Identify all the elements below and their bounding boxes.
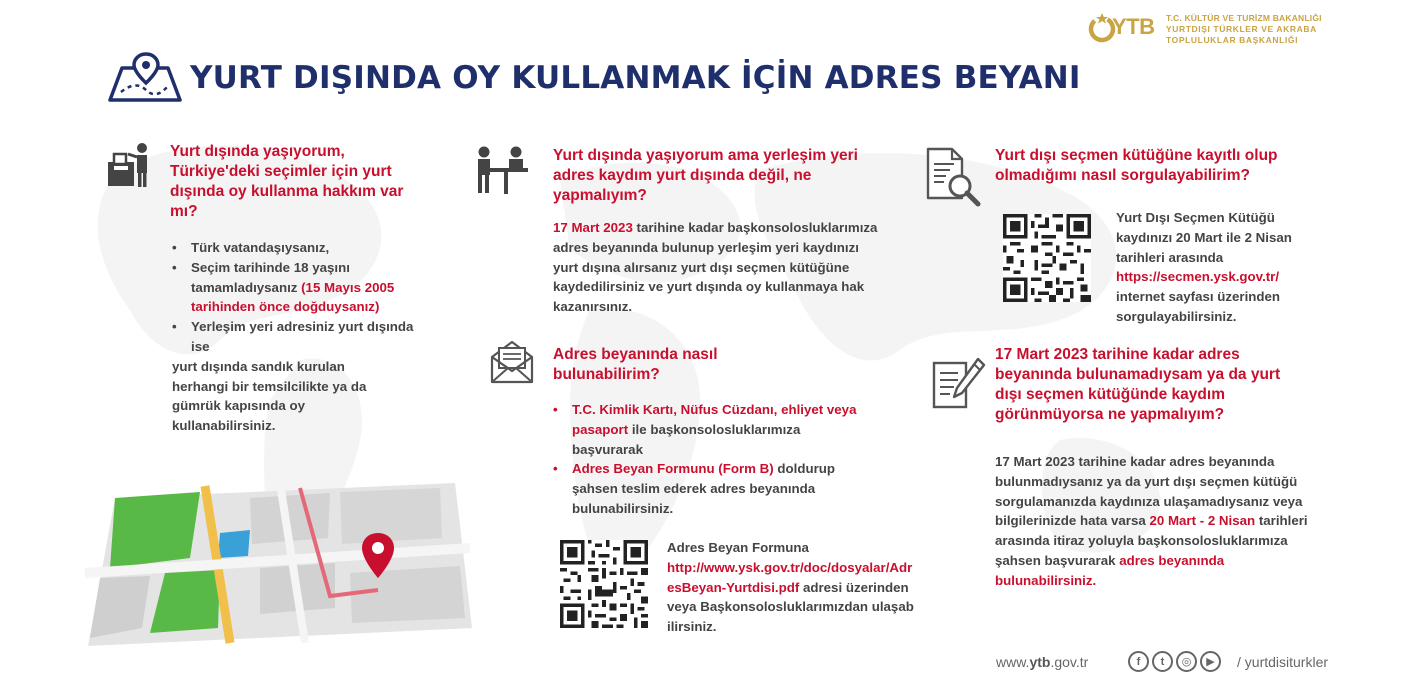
list-item: • Adres Beyan Formunu (Form B) doldurup şahsen teslim ederek adres beyanında bulunabilirsiniz.	[553, 459, 873, 518]
social-handle: / yurtdisiturkler	[1237, 654, 1329, 670]
qr-code-icon	[560, 540, 648, 628]
secmen-ysk-link[interactable]: https://secmen.ysk.gov.tr/	[1116, 269, 1280, 285]
list-item: • Seçim tarihinde 18 yaşını tamamladıysanız (15 Mayıs 2005 tarihinden önce doğduysanız)	[172, 258, 422, 317]
list-item: • Yerleşim yeri adresiniz yurt dışında ise	[172, 317, 422, 357]
col2-question2-title: Adres beyanında nasıl bulunabilirim?	[553, 346, 718, 383]
col3-q1-body: Yurt Dışı Seçmen Kütüğü kaydınızı 20 Mart ile 2 Nisan tarihleri arasında https://secmen.ysk.gov.tr/ internet sayfası üzerinden sorgulayabilirsiniz.	[1116, 210, 1292, 324]
col1-question-title: Yurt dışında yaşıyorum, Türkiye'deki seçimler için yurt dışında oy kullanma hakkım var mı?	[170, 143, 404, 220]
meeting-icon	[472, 144, 530, 198]
youtube-icon[interactable]: ▶	[1200, 651, 1221, 672]
map-illustration	[80, 478, 475, 650]
col1-tail-text: yurt dışında sandık kurulan herhangi bir temsilcilikte ya da gümrük kapısında oy kullanabilirsiniz.	[172, 358, 367, 434]
footer-website[interactable]: www.ytb.gov.tr	[996, 654, 1089, 670]
col3-question2-title: 17 Mart 2023 tarihine kadar adres beyanında bulunamadıysam ya da yurt dışı seçmen kütüğünde kaydım görünmüyorsa ne yapmalıyım?	[995, 346, 1281, 423]
instagram-icon[interactable]: ◎	[1176, 651, 1197, 672]
qr-code-icon	[1003, 214, 1091, 302]
list-item: • T.C. Kimlik Kartı, Nüfus Cüzdanı, ehliyet veya pasaport ile başkonsolosluklarımıza başvurarak	[553, 400, 873, 459]
adres-beyan-form-link[interactable]: http://www.ysk.gov.tr/doc/dosyalar/AdresBeyan-Yurtdisi.pdf	[667, 559, 913, 595]
col2-qr-text: Adres Beyan Formuna http://www.ysk.gov.tr/doc/dosyalar/AdresBeyan-Yurtdisi.pdf adresi üzerinden veya Başkonsolosluklarımızdan ulaşabilirsiniz.	[667, 540, 914, 635]
page-title: YURT DIŞINDA OY KULLANMAK İÇİN ADRES BEYANI	[190, 60, 1081, 96]
col1-body	[172, 238, 422, 436]
col2-question1-title: Yurt dışında yaşıyorum ama yerleşim yeri adres kaydım yurt dışında değil, ne yapmalıyım?	[553, 147, 858, 204]
logo-ytb-text: YTB	[1112, 14, 1155, 39]
list-item: • Türk vatandaşıysanız,	[172, 238, 422, 258]
facebook-icon[interactable]: f	[1128, 651, 1149, 672]
social-links	[1128, 651, 1221, 672]
map-pin-icon	[106, 52, 184, 104]
col2-q1-body: 17 Mart 2023 tarihine kadar başkonsolosluklarımıza adres beyanında bulunup yerleşim yeri kaydınızı yurt dışına alırsanız yurt dışı seçmen kütüğüne kaydedilirsiniz ve yurt dışında oy kullanmaya hak kazanırsınız.	[553, 220, 878, 315]
envelope-icon	[489, 339, 535, 385]
search-document-icon	[924, 146, 982, 208]
col2-q2-body	[553, 400, 873, 519]
voting-icon	[106, 140, 150, 190]
ministry-name: T.C. KÜLTÜR VE TURİZM BAKANLIĞI YURTDIŞI TÜRKLER VE AKRABA TOPLULUKLAR BAŞKANLIĞI	[1166, 13, 1322, 45]
edit-document-icon	[930, 355, 988, 411]
col3-question1-title: Yurt dışı seçmen kütüğüne kayıtlı olup olmadığımı nasıl sorgulayabilirim?	[995, 147, 1278, 184]
col3-q2-body: 17 Mart 2023 tarihine kadar adres beyanında bulunmadıysanız ya da yurt dışı seçmen kütüğü sorgulamanızda kaydınıza ulaşamadıysanız veya bilgilerinizde hata varsa 20 Mart - 2 Nisan tarihleri arasında itiraz yoluyla başkonsolosluklarımıza şahsen başvurarak adres beyanında bulunabilirsiniz.	[995, 454, 1308, 588]
twitter-icon[interactable]: t	[1152, 651, 1173, 672]
